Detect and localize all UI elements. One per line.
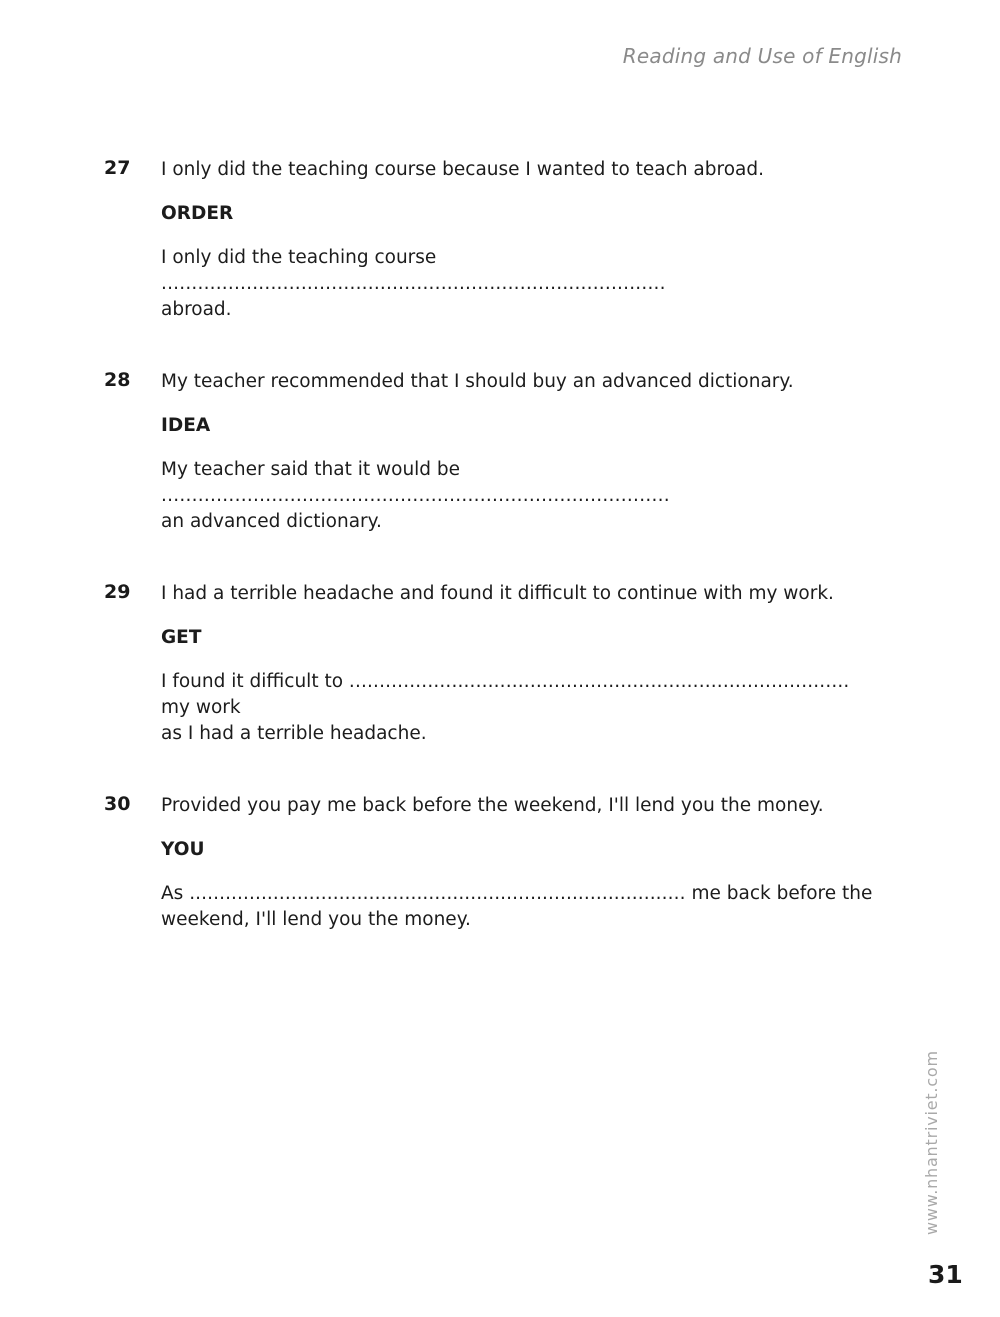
answer-text-before: I only did the teaching course [161, 247, 437, 268]
question-number: 30 [104, 793, 131, 815]
answer-text-line2: weekend, I'll lend you the money. [161, 909, 471, 930]
answer-text-line2: as I had a terrible headache. [161, 723, 427, 744]
page-number: 31 [928, 1260, 963, 1289]
answer-gap-sentence [161, 457, 881, 535]
question-sentence: Provided you pay me back before the weekend, I'll lend you the money. [161, 795, 824, 816]
question-body [161, 157, 881, 323]
answer-text-before: I found it difficult to [161, 671, 349, 692]
answer-gap: ................................................................................... [189, 883, 686, 904]
answer-gap: ................................................................................... [161, 485, 670, 506]
answer-text-after: my work [161, 697, 241, 718]
question-body [161, 369, 881, 535]
question-keyword: IDEA [161, 415, 211, 436]
page-header-title: Reading and Use of English [622, 44, 902, 68]
answer-gap-sentence [161, 669, 881, 747]
answer-gap: ................................................................................... [348, 671, 850, 692]
question-body [161, 581, 881, 747]
answer-gap-sentence [161, 881, 881, 933]
question-keyword: YOU [161, 839, 205, 860]
question-sentence: I only did the teaching course because I wanted to teach abroad. [161, 159, 764, 180]
answer-text-line2: abroad. [161, 299, 232, 320]
question-keyword: GET [161, 627, 202, 648]
question-body [161, 793, 881, 933]
website-watermark: www.nhantriviet.com [922, 1050, 941, 1235]
question-sentence: I had a terrible headache and found it difficult to continue with my work. [161, 583, 834, 604]
answer-gap: ................................................................................... [161, 273, 666, 294]
answer-text-before: As [161, 883, 190, 904]
answer-gap-sentence [161, 245, 881, 323]
answer-text-after: me back before the [685, 883, 873, 904]
question-number: 29 [104, 581, 131, 603]
answer-text-before: My teacher said that it would be [161, 459, 461, 480]
question-number: 27 [104, 157, 131, 179]
question-sentence: My teacher recommended that I should buy an advanced dictionary. [161, 371, 794, 392]
question-number: 28 [104, 369, 131, 391]
question-keyword: ORDER [161, 203, 234, 224]
answer-text-line2: an advanced dictionary. [161, 511, 382, 532]
